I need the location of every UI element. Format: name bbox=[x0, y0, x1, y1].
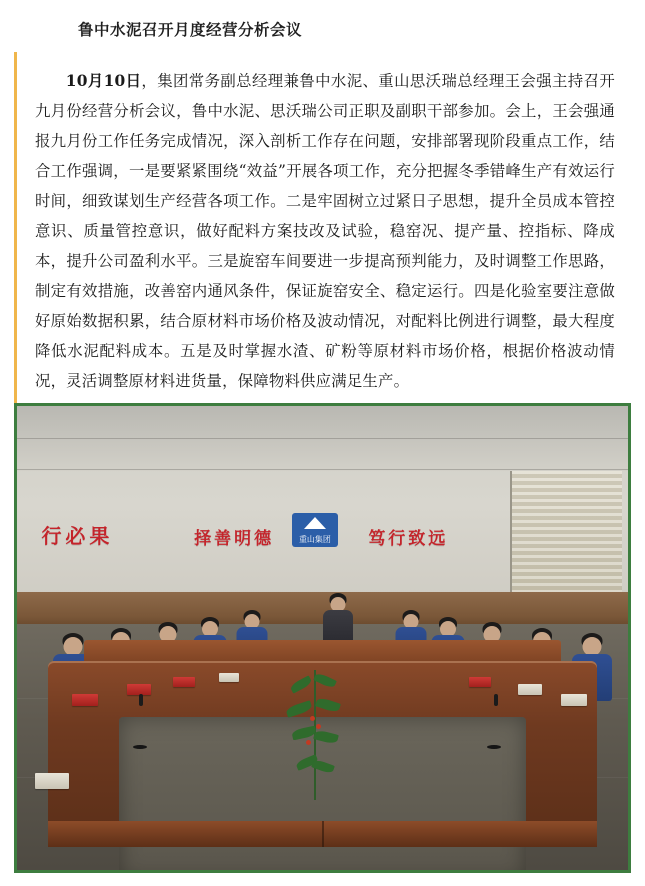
nameplate bbox=[219, 673, 239, 682]
wall-slogan-right: 笃行致远 bbox=[368, 529, 449, 550]
microphone-base bbox=[133, 745, 147, 749]
company-logo: 重山集团 bbox=[292, 513, 338, 547]
window bbox=[510, 471, 622, 596]
page-title: 鲁中水泥召开月度经营分析会议 bbox=[78, 21, 303, 39]
nameplate bbox=[469, 677, 491, 687]
microphone bbox=[139, 694, 143, 706]
table-seam bbox=[322, 821, 324, 847]
potted-plant bbox=[286, 670, 342, 800]
wall-slogan-center: 择善明德 bbox=[194, 529, 275, 550]
ceiling-seam bbox=[17, 438, 628, 439]
meeting-photo bbox=[14, 403, 631, 873]
nameplate bbox=[561, 694, 587, 706]
attendee bbox=[323, 593, 353, 647]
nameplate bbox=[35, 773, 69, 789]
microphone-base bbox=[487, 745, 501, 749]
ceiling-seam bbox=[17, 469, 628, 470]
nameplate bbox=[173, 677, 195, 687]
nameplate bbox=[518, 684, 542, 695]
article-body: 10月10日，集团常务副总经理兼鲁中水泥、重山思沃瑞总经理王会强主持召开九月份经营分析会议，鲁中水泥、思沃瑞公司正职及副职干部参加。会上，王会强通报九月份工作任务完成情况，深入剖析工作存在问题，安排部署现阶段重点工作，结合工作强调，一是要紧紧围绕“效益”开展各项工作，充分把握冬季错峰生产有效运行时间，细致谋划生产经营各项工作。二是牢固树立过紧日子思想，提升全员成本管控意识、质量管控意识，做好配料方案技改及试验，稳窑况、提产量、控指标、降成本，提升公司盈利水平。三是旋窑车间要进一步提高预判能力，及时调整工作思路，制定有效措施，改善窑内通风条件，保证旋窑安全、稳定运行。四是化验室要注意做好原始数据积累，结合原材料市场价格及波动情况，对配料比例进行调整，最大程度降低水泥配料成本。五是及时掌握水渣、矿粉等原材料市场价格，根据价格波动情况，灵活调整原材料进货量，保障物料供应满足生产。 bbox=[35, 72, 615, 390]
article-container bbox=[14, 52, 631, 434]
nameplate bbox=[72, 694, 98, 706]
wall-slogan-left: 行必果 bbox=[41, 523, 114, 548]
microphone bbox=[494, 694, 498, 706]
photo-scene bbox=[17, 406, 628, 870]
